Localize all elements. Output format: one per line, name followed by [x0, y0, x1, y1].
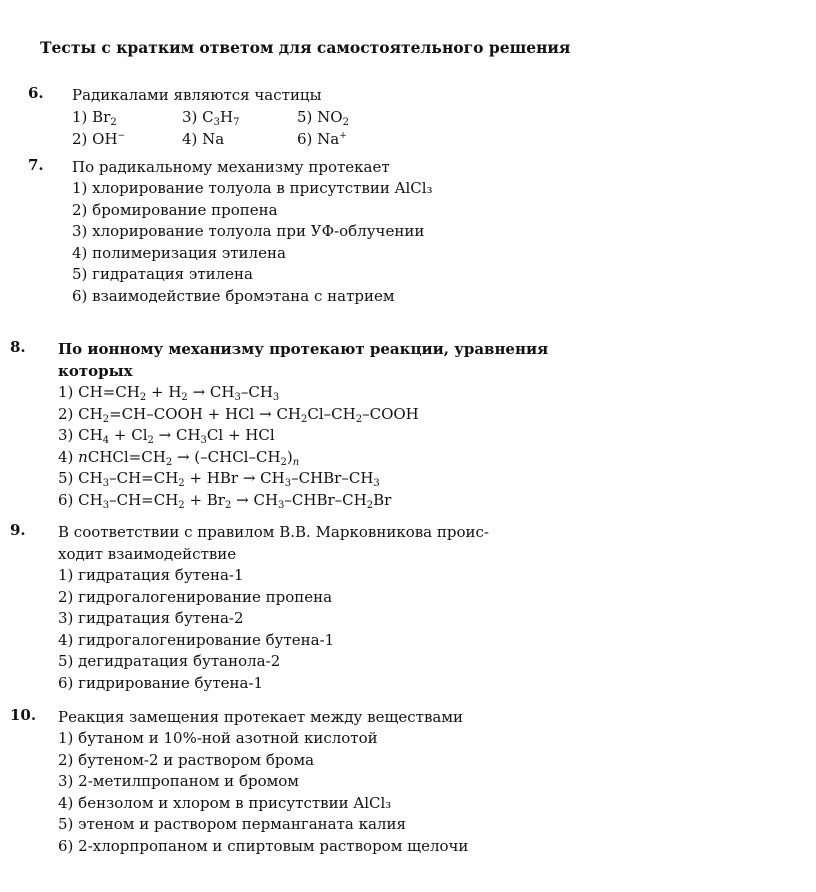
answer-options — [72, 106, 448, 150]
question-6 — [28, 84, 448, 150]
option: 6) взаимодействие бромэтана с натрием — [72, 286, 395, 305]
option: 6) гидрирование бутена-1 — [58, 673, 264, 692]
option: 3) 2-метилпропаном и бромом — [58, 772, 299, 790]
option: 3) $CH_4 + Cl_2 \to CH_3Cl$ + HCl — [58, 426, 275, 446]
option: 4) гидрогалогенирование бутена-1 — [58, 630, 335, 649]
option: 3) гидратация бутена-2 — [58, 609, 244, 627]
option: 3) $C_3H_7$ — [182, 108, 240, 128]
option: 2) $CH_2=CH$–COOH + HCl → $CH_2Cl-CH_2$–COOH — [58, 404, 419, 425]
question-text: Реакция замещения протекает между веществами — [58, 708, 464, 726]
option: 5) гидратация этилена — [72, 265, 253, 283]
question-number: 9. — [10, 521, 26, 539]
question-7 — [28, 156, 548, 307]
option: 2) бромирование пропена — [72, 200, 278, 219]
option: 2) OH− — [72, 130, 126, 148]
question-number: 8. — [10, 338, 26, 356]
option: 1) $CH=CH_2 + H_2 \to CH_3-CH_3$ — [58, 383, 280, 403]
question-9 — [10, 521, 610, 694]
question-10 — [10, 706, 610, 857]
option: 4) полимеризация этилена — [72, 243, 286, 262]
option: 5) дегидратация бутанола-2 — [58, 652, 281, 670]
option: 4) $nCHCl=CH_2$ → $(-CHCl-CH_2)_n$ — [58, 447, 300, 468]
question-number: 10. — [10, 706, 37, 724]
option: 6) 2-хлорпропаном и спиртовым раствором щелочи — [58, 836, 469, 855]
option: 4) бензолом и хлором в присутствии AlCl₃ — [58, 793, 392, 812]
option: 5) $NO_2$ — [297, 108, 349, 128]
question-text: ходит взаимодействие — [58, 545, 237, 563]
option: 2) гидрогалогенирование пропена — [58, 587, 333, 606]
option: 2) бутеном-2 и раствором брома — [58, 750, 315, 769]
option: 4) Na — [182, 130, 225, 148]
question-number: 7. — [28, 156, 44, 174]
page-title: Тесты с кратким ответом для самостоятельного решения — [40, 38, 571, 57]
option: 1) бутаном и 10%-ной азотной кислотой — [58, 729, 378, 747]
question-8 — [10, 338, 610, 511]
question-text: Радикалами являются частицы — [72, 86, 322, 104]
option: 5) этеном и раствором перманганата калия — [58, 815, 406, 833]
option: 6) $CH_3-CH=CH_2 + Br_2$ → $CH_3-CHBr-CH_2Br$ — [58, 490, 392, 511]
question-text: В соответствии с правилом В.В. Марковникова проис- — [58, 523, 489, 541]
question-text: По радикальному механизму протекает — [72, 158, 390, 176]
option: 1) гидратация бутена-1 — [58, 566, 244, 584]
option: 6) Na+ — [297, 130, 347, 148]
option: 1) $Br_2$ — [72, 108, 117, 128]
option: 5) $CH_3-CH=CH_2$ + HBr → $CH_3-CHBr-CH_3$ — [58, 469, 380, 489]
question-number: 6. — [28, 84, 44, 102]
option: 1) хлорирование толуола в присутствии AlCl₃ — [72, 179, 433, 197]
question-text: которых — [58, 362, 133, 380]
option: 3) хлорирование толуола при УФ-облучении — [72, 222, 425, 240]
question-text: По ионному механизму протекают реакции, уравнения — [58, 340, 549, 358]
